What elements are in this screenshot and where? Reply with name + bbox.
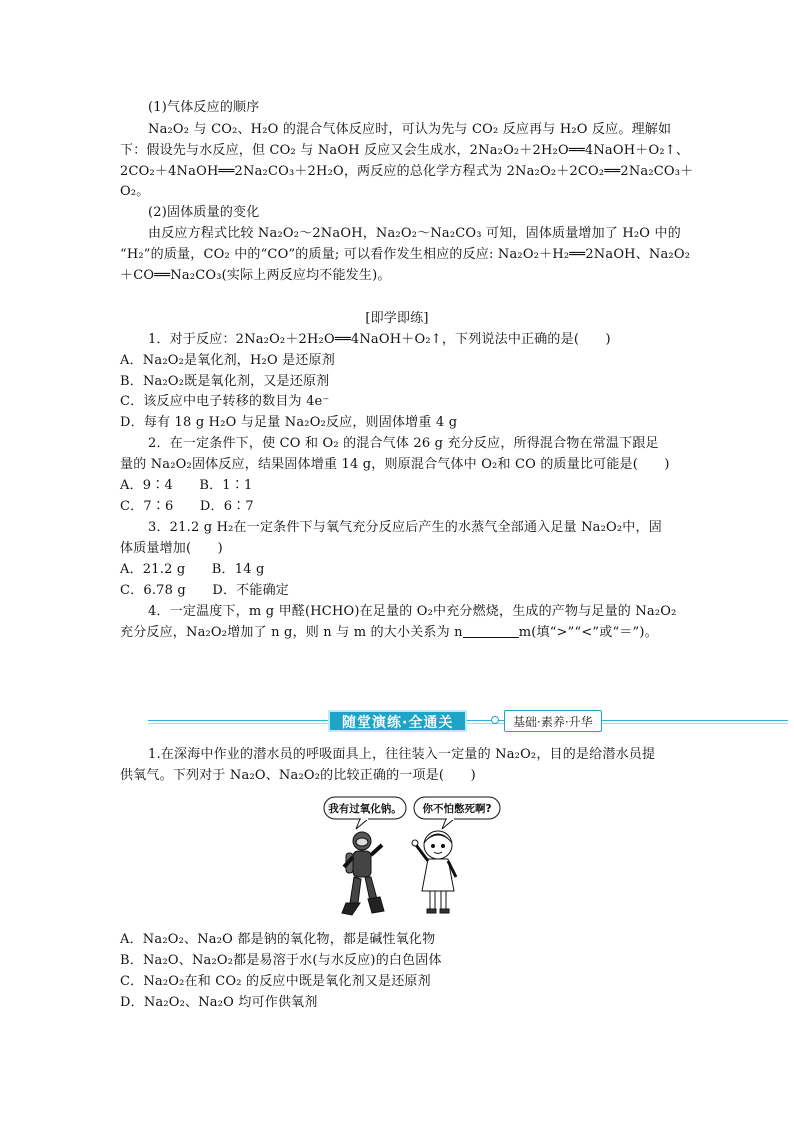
options-ab: A．21.2 g B．14 g (120, 562, 265, 577)
paragraph-line: O₂。 (120, 184, 150, 199)
question-stem-with-blank (120, 623, 658, 643)
banner-subtitle: 基础·素养·升华 (504, 710, 602, 732)
paragraph-line: 下：假设先与水反应，但 CO₂ 与 NaOH 反应又会生成水，2Na₂O₂＋2H₂O══4NaOH＋O₂↑、 (120, 143, 690, 158)
heading-solid-mass: (2)固体质量的变化 (148, 205, 260, 220)
cartoon-illustration (320, 795, 510, 920)
question-stem: 4．一定温度下，m g 甲醛(HCHO)在足量的 O₂中充分燃烧，生成的产物与足量的 Na₂O₂ (148, 604, 677, 619)
options-cd: C．6.78 g D．不能确定 (120, 583, 289, 598)
option-d: D．Na₂O₂、Na₂O 均可作供氧剂 (120, 995, 318, 1010)
options-ab: A．9∶4 B．1∶1 (120, 478, 253, 493)
question-stem: 体质量增加( ) (120, 541, 223, 556)
question-text: 充分反应，Na₂O₂增加了 n g，则 n 与 m 的大小关系为 n (120, 625, 463, 640)
option-b: B．Na₂O₂既是氧化剂，又是还原剂 (120, 374, 330, 389)
banner-title: 随堂演练·全通关 (328, 710, 467, 732)
speech-bubble-left: 我有过氧化钠。 (328, 803, 402, 815)
option-b: B．Na₂O、Na₂O₂都是易溶于水(与水反应)的白色固体 (120, 953, 442, 968)
practice-title: [即学即练] (365, 311, 429, 326)
answer-blank[interactable] (463, 623, 519, 638)
question-stem: 供氧气。下列对于 Na₂O、Na₂O₂的比较正确的一项是( ) (120, 768, 476, 783)
option-a: A．Na₂O₂是氧化剂，H₂O 是还原剂 (120, 353, 335, 368)
paragraph-line: ＋CO══Na₂CO₃(实际上两反应均不能发生)。 (120, 268, 391, 283)
paragraph-line: Na₂O₂ 与 CO₂、H₂O 的混合气体反应时，可认为先与 CO₂ 反应再与 H₂O 反应。理解如 (148, 122, 672, 137)
paragraph-line: 由反应方程式比较 Na₂O₂～2NaOH，Na₂O₂～Na₂CO₃ 可知，固体质量增加了 H₂O 中的 (148, 226, 681, 241)
question-stem: 3．21.2 g H₂在一定条件下与氧气充分反应后产生的水蒸气全部通入足量 Na₂O₂中，固 (148, 520, 662, 535)
options-cd: C．7∶6 D．6∶7 (120, 499, 254, 514)
option-c: C．Na₂O₂在和 CO₂ 的反应中既是氧化剂又是还原剂 (120, 974, 431, 989)
paragraph-line: 2CO₂＋4NaOH══2Na₂CO₃＋2H₂O，两反应的总化学方程式为 2Na₂O₂＋2CO₂══2Na₂CO₃＋ (120, 164, 694, 179)
question-stem: 1．对于反应：2Na₂O₂＋2H₂O══4NaOH＋O₂↑，下列说法中正确的是( ) (148, 332, 611, 347)
banner-rule (148, 720, 788, 721)
question-stem: 1.在深海中作业的潜水员的呼吸面具上，往往装入一定量的 Na₂O₂，目的是给潜水员提 (148, 747, 656, 762)
section-banner (148, 710, 788, 732)
speech-bubble-right: 你不怕憋死啊? (422, 803, 492, 815)
question-stem: 量的 Na₂O₂固体反应，结果固体增重 14 g，则原混合气体中 O₂和 CO 的质量比可能是( ) (120, 457, 670, 472)
question-stem: 2．在一定条件下，使 CO 和 O₂ 的混合气体 26 g 充分反应，所得混合物在常温下跟足 (148, 436, 659, 451)
option-c: C．该反应中电子转移的数目为 4e⁻ (120, 394, 330, 409)
question-text: m(填“>”“<”或“＝”)。 (518, 625, 658, 640)
banner-rule (148, 723, 788, 724)
heading-gas-order: (1)气体反应的顺序 (148, 100, 260, 115)
option-a: A．Na₂O₂、Na₂O 都是钠的氧化物，都是碱性氧化物 (120, 932, 436, 947)
option-d: D．每有 18 g H₂O 与足量 Na₂O₂反应，则固体增重 4 g (120, 415, 458, 430)
diver-and-girl-icon (320, 795, 510, 920)
paragraph-line: “H₂”的质量，CO₂ 中的“CO”的质量; 可以看作发生相应的反应: Na₂O₂＋H₂══2NaOH、Na₂O₂ (120, 247, 691, 262)
bullet-icon (491, 716, 499, 724)
